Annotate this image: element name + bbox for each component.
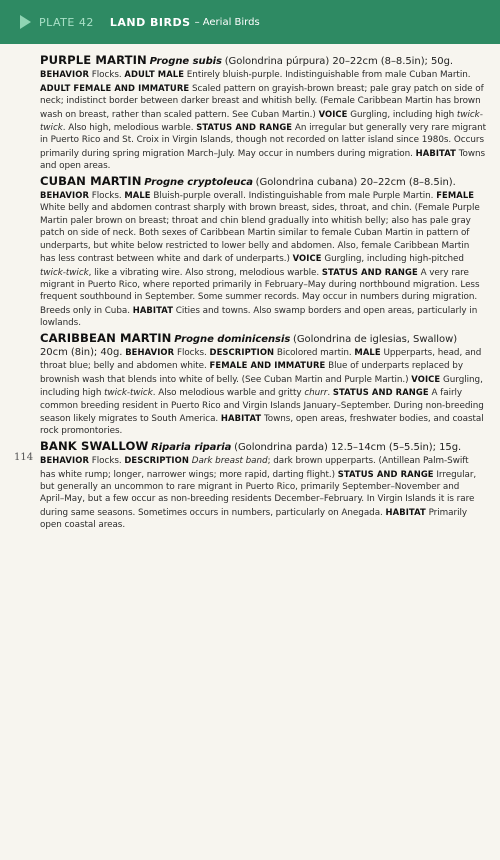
field-key: BEHAVIOR bbox=[40, 190, 89, 201]
field-key: HABITAT bbox=[132, 304, 174, 315]
field-text: . bbox=[327, 388, 331, 399]
field-key: HABITAT bbox=[415, 147, 456, 158]
species-name: PURPLE MARTIN bbox=[40, 53, 147, 67]
field-key: MALE bbox=[354, 346, 381, 357]
species-paragraph bbox=[40, 175, 486, 330]
call-italic: churr bbox=[304, 388, 328, 399]
field-key: FEMALE bbox=[436, 190, 475, 201]
call-italic: twick-twick bbox=[104, 388, 153, 399]
field-key: MALE bbox=[124, 190, 151, 201]
field-text: Gurgling, including high bbox=[40, 374, 483, 399]
plate-header bbox=[0, 0, 500, 44]
scientific-name: Progne subis bbox=[149, 56, 222, 67]
field-text: A very rare migrant in Puerto Rico, where reported primarily in February–May during northbound migration. Less frequent southbound in September. Some summer records. May occur in numbers during migration. Breeds only in Cuba. bbox=[40, 267, 480, 316]
field-key: BEHAVIOR bbox=[40, 69, 89, 80]
species-accounts bbox=[40, 54, 486, 534]
field-key: BEHAVIOR bbox=[40, 455, 89, 466]
species-entry-cuban-martin bbox=[40, 175, 486, 330]
field-key: ADULT FEMALE AND IMMATURE bbox=[40, 82, 190, 93]
field-text: Flocks. bbox=[91, 70, 122, 81]
field-text: , like a vibrating wire. Also strong, melodious warble. bbox=[88, 267, 320, 278]
field-key: STATUS AND RANGE bbox=[196, 122, 293, 133]
species-paragraph bbox=[40, 332, 486, 438]
species-paragraph bbox=[40, 54, 486, 173]
field-key: FEMALE AND IMMATURE bbox=[209, 360, 326, 371]
page-number: 114 bbox=[14, 452, 34, 463]
field-text: Towns, open areas, freshwater bodies, and coastal rock promontories. bbox=[40, 413, 484, 437]
field-key: ADULT MALE bbox=[124, 69, 185, 80]
section-subtitle: – Aerial Birds bbox=[194, 16, 260, 28]
field-text: White belly and abdomen contrast sharply with brown breast, sides, throat, and chin. (Female Purple Martin paler brown on breast; throat and chin blend gradually into whitish belly; also has pale gray patch on side of neck. Both sexes of Caribbean Martin similar to female Cuban Martin in pattern of underparts, but white below restricted to lower belly and abdomen. Also, female Caribbean Martin has less contrast between white and dark of underparts.) bbox=[40, 203, 480, 265]
field-text: Scaled pattern on grayish-brown breast; pale gray patch on side of neck; indistinct border between darker breast and whitish belly. (Female Caribbean Martin has brown wash on breast, rather than scaled pattern. See Cuban Martin.) bbox=[40, 83, 484, 120]
scientific-name: Progne cryptoleuca bbox=[144, 176, 253, 188]
field-text: Cities and towns. Also swamp borders and open areas, particularly in lowlands. bbox=[40, 305, 478, 329]
field-text: ; dark brown upperparts. (Antillean Palm-Swift has white rump; longer, narrower wings; more rapid, darting flight.) bbox=[40, 456, 469, 480]
field-text: Irregular, but generally an uncommon to rare migrant in Puerto Rico, primarily September–November and April–May, but a few occur as non-breeding residents December–February. In Virgin Islands it is rare during same seasons. Sometimes occurs in numbers, particularly on Anegada. bbox=[40, 469, 477, 518]
species-name: CARIBBEAN MARTIN bbox=[40, 330, 172, 345]
species-name: BANK SWALLOW bbox=[40, 438, 149, 453]
field-key: VOICE bbox=[318, 108, 348, 119]
field-text: Primarily open coastal areas. bbox=[40, 507, 468, 531]
field-italic: Dark breast band bbox=[191, 456, 268, 467]
field-key: VOICE bbox=[411, 373, 441, 384]
species-lead: (Golondrina parda) 12.5–14cm (5–5.5in); 15g. bbox=[234, 441, 462, 453]
call-italic: twick-twick bbox=[40, 267, 89, 278]
field-text: Flocks. bbox=[91, 191, 122, 202]
field-text: Towns and open areas. bbox=[40, 148, 486, 172]
field-key: HABITAT bbox=[385, 506, 426, 517]
field-text: Upperparts, head, and throat blue; belly and abdomen white. bbox=[40, 347, 482, 372]
species-lead: (Golondrina de iglesias, Swallow) 20cm (8in); 40g. bbox=[40, 333, 458, 358]
species-entry-purple-martin bbox=[40, 54, 486, 173]
field-key: HABITAT bbox=[220, 412, 262, 423]
field-key: STATUS AND RANGE bbox=[337, 468, 434, 479]
field-text: Flocks. bbox=[91, 456, 122, 467]
call-italic: twick-twick bbox=[40, 109, 483, 134]
scientific-name: Riparia riparia bbox=[151, 441, 232, 453]
species-name: CUBAN MARTIN bbox=[40, 173, 142, 188]
field-text: Flocks. bbox=[176, 347, 207, 358]
scientific-name: Progne dominicensis bbox=[174, 333, 291, 345]
field-key: VOICE bbox=[292, 253, 322, 264]
field-text: A fairly common breeding resident in Puerto Rico and Virgin Islands January–September. During non-breeding season likely migrates to South America. bbox=[40, 388, 484, 424]
plate-number: PLATE 42 bbox=[39, 15, 94, 29]
species-paragraph bbox=[40, 440, 486, 532]
field-key: DESCRIPTION bbox=[209, 346, 275, 357]
species-lead: (Golondrina cubana) 20–22cm (8–8.5in). bbox=[255, 176, 456, 188]
field-key: STATUS AND RANGE bbox=[332, 387, 429, 398]
field-text: Bicolored martin. bbox=[276, 347, 352, 358]
field-key: DESCRIPTION bbox=[124, 455, 189, 466]
field-key: BEHAVIOR bbox=[125, 346, 175, 357]
field-text: Blue of underparts replaced by brownish wash that blends into white of belly. (See Cuban Martin and Purple Martin.) bbox=[40, 361, 463, 385]
species-entry-bank-swallow bbox=[40, 440, 486, 532]
field-text: Bluish-purple overall. Indistinguishable from male Purple Martin. bbox=[153, 191, 434, 202]
field-text: Entirely bluish-purple. Indistinguishable from male Cuban Martin. bbox=[186, 70, 471, 81]
field-key: STATUS AND RANGE bbox=[321, 266, 418, 277]
field-text: Gurgling, including high-pitched bbox=[324, 254, 464, 265]
field-text: . Also melodious warble and gritty bbox=[152, 388, 302, 399]
field-text: . Also high, melodious warble. bbox=[62, 123, 194, 134]
species-lead: (Golondrina púrpura) 20–22cm (8–8.5in); 50g. bbox=[224, 56, 454, 67]
section-title: LAND BIRDS bbox=[109, 15, 191, 29]
field-text: Gurgling, including high bbox=[350, 109, 455, 120]
field-text: An irregular but generally very rare migrant in Puerto Rico and St. Croix in Virgin Islands, though not recorded on latter island since 1980s. Occurs primarily during spring migration March–July. May occur in numbers during migration. bbox=[40, 123, 487, 159]
play-triangle-icon bbox=[20, 15, 31, 29]
species-entry-caribbean-martin bbox=[40, 332, 486, 438]
